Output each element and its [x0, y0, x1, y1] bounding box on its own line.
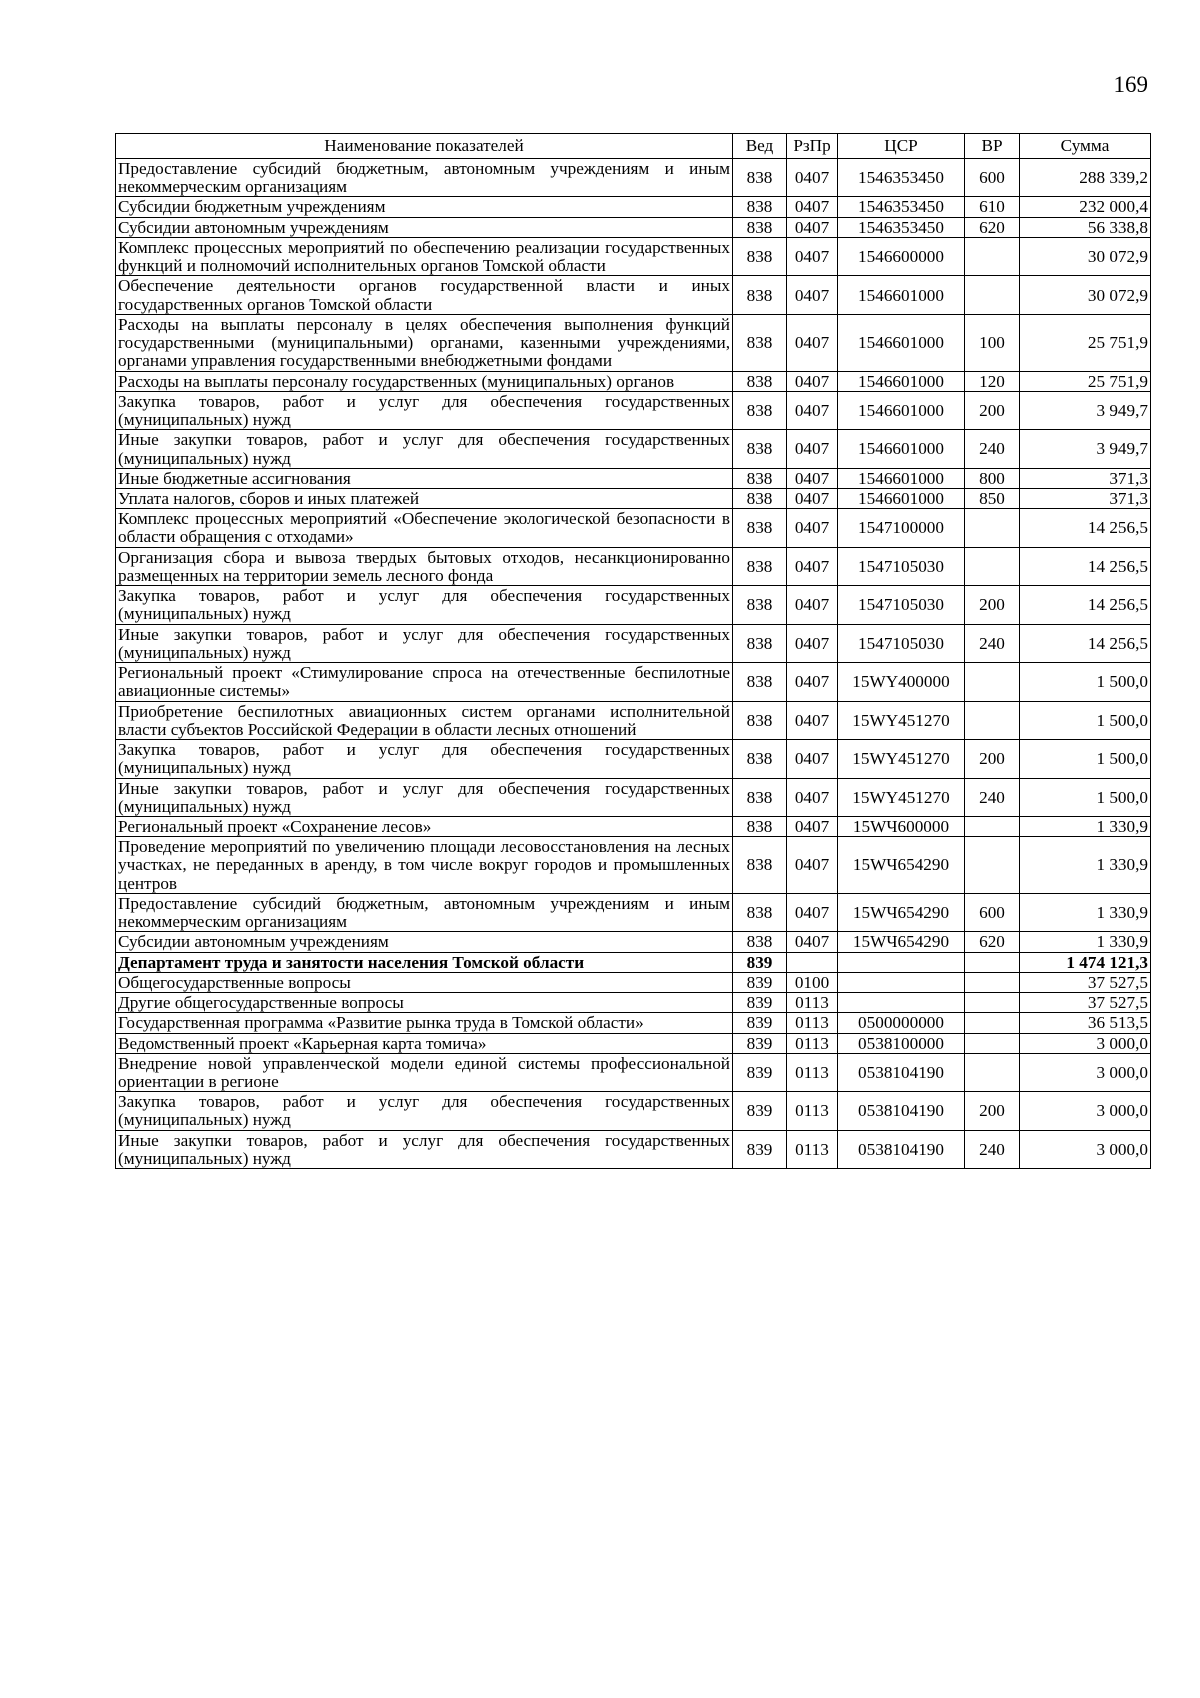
row-amount: 30 072,9	[1020, 237, 1151, 275]
row-amount: 1 474 121,3	[1020, 952, 1151, 972]
row-name: Закупка товаров, работ и услуг для обеспечения государственных (муниципальных) нужд	[116, 391, 733, 429]
row-csr	[838, 972, 965, 992]
row-name: Департамент труда и занятости населения Томской области	[116, 952, 733, 972]
table-row	[116, 276, 1151, 314]
table-row	[116, 197, 1151, 217]
table-row	[116, 837, 1151, 894]
row-name: Иные закупки товаров, работ и услуг для обеспечения государственных (муниципальных) нужд	[116, 778, 733, 816]
row-ved: 838	[733, 509, 787, 547]
table-row	[116, 932, 1151, 952]
header-csr: ЦСР	[838, 134, 965, 159]
row-ved: 839	[733, 993, 787, 1013]
table-row	[116, 778, 1151, 816]
row-vr: 600	[965, 159, 1020, 197]
row-csr: 1547105030	[838, 586, 965, 624]
table-row	[116, 159, 1151, 197]
row-csr: 1546353450	[838, 217, 965, 237]
row-vr	[965, 547, 1020, 585]
row-name: Закупка товаров, работ и услуг для обеспечения государственных (муниципальных) нужд	[116, 1092, 733, 1130]
row-csr: 1546601000	[838, 468, 965, 488]
row-csr	[838, 993, 965, 1013]
row-ved: 838	[733, 217, 787, 237]
row-ved: 838	[733, 778, 787, 816]
row-vr	[965, 1053, 1020, 1091]
row-vr	[965, 663, 1020, 701]
row-rzpr: 0407	[787, 932, 838, 952]
row-ved: 838	[733, 391, 787, 429]
row-name: Предоставление субсидий бюджетным, автономным учреждениям и иным некоммерческим организациям	[116, 159, 733, 197]
row-ved: 839	[733, 1013, 787, 1033]
row-amount: 37 527,5	[1020, 972, 1151, 992]
row-amount: 14 256,5	[1020, 624, 1151, 662]
row-ved: 838	[733, 816, 787, 836]
row-vr: 620	[965, 932, 1020, 952]
row-csr: 1547105030	[838, 547, 965, 585]
row-name: Предоставление субсидий бюджетным, автономным учреждениям и иным некоммерческим организациям	[116, 893, 733, 931]
row-ved: 838	[733, 663, 787, 701]
row-csr: 15WY451270	[838, 778, 965, 816]
row-rzpr: 0407	[787, 217, 838, 237]
row-csr: 15WЧ654290	[838, 932, 965, 952]
table-row	[116, 509, 1151, 547]
row-vr: 100	[965, 314, 1020, 371]
row-csr: 1547105030	[838, 624, 965, 662]
row-name: Организация сбора и вывоза твердых бытовых отходов, несанкционированно размещенных на территории земель лесного фонда	[116, 547, 733, 585]
row-name: Субсидии автономным учреждениям	[116, 932, 733, 952]
row-vr: 240	[965, 778, 1020, 816]
row-amount: 3 949,7	[1020, 430, 1151, 468]
table-row	[116, 624, 1151, 662]
header-amount: Сумма	[1020, 134, 1151, 159]
header-name: Наименование показателей	[116, 134, 733, 159]
row-vr	[965, 237, 1020, 275]
row-ved: 839	[733, 1033, 787, 1053]
row-amount: 1 330,9	[1020, 837, 1151, 894]
row-vr: 120	[965, 371, 1020, 391]
row-amount: 14 256,5	[1020, 586, 1151, 624]
row-csr: 0538104190	[838, 1053, 965, 1091]
row-ved: 838	[733, 371, 787, 391]
row-csr: 15WЧ654290	[838, 837, 965, 894]
row-rzpr: 0407	[787, 488, 838, 508]
row-amount: 3 000,0	[1020, 1130, 1151, 1168]
row-name: Иные закупки товаров, работ и услуг для обеспечения государственных (муниципальных) нужд	[116, 430, 733, 468]
row-ved: 838	[733, 701, 787, 739]
row-csr: 1546601000	[838, 314, 965, 371]
row-csr: 1546601000	[838, 430, 965, 468]
page-number: 169	[1113, 72, 1148, 97]
row-ved: 838	[733, 624, 787, 662]
row-name: Закупка товаров, работ и услуг для обеспечения государственных (муниципальных) нужд	[116, 586, 733, 624]
table-row	[116, 1013, 1151, 1033]
row-vr: 200	[965, 391, 1020, 429]
row-vr: 600	[965, 893, 1020, 931]
row-ved: 838	[733, 932, 787, 952]
row-ved: 838	[733, 837, 787, 894]
row-amount: 14 256,5	[1020, 547, 1151, 585]
table-row	[116, 701, 1151, 739]
row-vr	[965, 701, 1020, 739]
row-rzpr: 0407	[787, 547, 838, 585]
row-csr: 0500000000	[838, 1013, 965, 1033]
row-name: Комплекс процессных мероприятий «Обеспечение экологической безопасности в области обращения с отходами»	[116, 509, 733, 547]
row-name: Уплата налогов, сборов и иных платежей	[116, 488, 733, 508]
row-ved: 838	[733, 547, 787, 585]
row-ved: 838	[733, 430, 787, 468]
row-rzpr	[787, 952, 838, 972]
row-csr: 15WY400000	[838, 663, 965, 701]
row-rzpr: 0407	[787, 837, 838, 894]
row-amount: 371,3	[1020, 488, 1151, 508]
table-row	[116, 972, 1151, 992]
row-rzpr: 0113	[787, 1053, 838, 1091]
row-csr: 1547100000	[838, 509, 965, 547]
row-amount: 30 072,9	[1020, 276, 1151, 314]
header-ved: Вед	[733, 134, 787, 159]
row-name: Региональный проект «Стимулирование спроса на отечественные беспилотные авиационные системы»	[116, 663, 733, 701]
row-ved: 838	[733, 237, 787, 275]
row-rzpr: 0407	[787, 468, 838, 488]
row-name: Общегосударственные вопросы	[116, 972, 733, 992]
table-row	[116, 1092, 1151, 1130]
row-vr: 800	[965, 468, 1020, 488]
row-name: Расходы на выплаты персоналу в целях обеспечения выполнения функций государственными (муниципальными) органами, казенными учреждениями, органами управления государственными внебюджетными фондами	[116, 314, 733, 371]
row-rzpr: 0407	[787, 509, 838, 547]
row-rzpr: 0407	[787, 314, 838, 371]
table-row	[116, 952, 1151, 972]
row-amount: 56 338,8	[1020, 217, 1151, 237]
table-row	[116, 1053, 1151, 1091]
row-rzpr: 0113	[787, 993, 838, 1013]
row-ved: 838	[733, 314, 787, 371]
row-rzpr: 0407	[787, 371, 838, 391]
row-name: Обеспечение деятельности органов государственной власти и иных государственных органов Томской области	[116, 276, 733, 314]
row-rzpr: 0407	[787, 586, 838, 624]
row-ved: 839	[733, 1092, 787, 1130]
table-row	[116, 217, 1151, 237]
row-vr: 200	[965, 740, 1020, 778]
row-amount: 3 949,7	[1020, 391, 1151, 429]
row-csr: 0538104190	[838, 1130, 965, 1168]
table-row	[116, 468, 1151, 488]
row-amount: 1 500,0	[1020, 701, 1151, 739]
row-csr	[838, 952, 965, 972]
row-csr: 1546353450	[838, 197, 965, 217]
row-amount: 25 751,9	[1020, 314, 1151, 371]
table-row	[116, 1033, 1151, 1053]
table-row	[116, 430, 1151, 468]
row-rzpr: 0113	[787, 1013, 838, 1033]
row-rzpr: 0407	[787, 391, 838, 429]
row-rzpr: 0407	[787, 816, 838, 836]
row-amount: 25 751,9	[1020, 371, 1151, 391]
row-vr	[965, 952, 1020, 972]
row-csr: 0538104190	[838, 1092, 965, 1130]
row-csr: 0538100000	[838, 1033, 965, 1053]
table-row	[116, 663, 1151, 701]
row-csr: 15WY451270	[838, 740, 965, 778]
row-rzpr: 0407	[787, 276, 838, 314]
row-csr: 1546601000	[838, 488, 965, 508]
row-amount: 1 500,0	[1020, 778, 1151, 816]
row-name: Другие общегосударственные вопросы	[116, 993, 733, 1013]
row-vr: 200	[965, 586, 1020, 624]
row-name: Иные закупки товаров, работ и услуг для обеспечения государственных (муниципальных) нужд	[116, 624, 733, 662]
row-amount: 3 000,0	[1020, 1033, 1151, 1053]
row-csr: 1546601000	[838, 391, 965, 429]
row-rzpr: 0407	[787, 624, 838, 662]
row-rzpr: 0407	[787, 893, 838, 931]
row-rzpr: 0100	[787, 972, 838, 992]
row-name: Субсидии автономным учреждениям	[116, 217, 733, 237]
budget-table	[115, 133, 1151, 1169]
row-vr: 240	[965, 1130, 1020, 1168]
row-ved: 838	[733, 159, 787, 197]
row-rzpr: 0113	[787, 1033, 838, 1053]
row-ved: 838	[733, 276, 787, 314]
row-name: Проведение мероприятий по увеличению площади лесовосстановления на лесных участках, не переданных в аренду, в том числе вокруг городов и промышленных центров	[116, 837, 733, 894]
row-name: Государственная программа «Развитие рынка труда в Томской области»	[116, 1013, 733, 1033]
row-vr	[965, 837, 1020, 894]
row-name: Приобретение беспилотных авиационных систем органами исполнительной власти субъектов Российской Федерации в области лесных отношений	[116, 701, 733, 739]
row-amount: 1 330,9	[1020, 893, 1151, 931]
row-ved: 838	[733, 488, 787, 508]
row-rzpr: 0407	[787, 237, 838, 275]
row-ved: 839	[733, 1130, 787, 1168]
row-rzpr: 0113	[787, 1130, 838, 1168]
row-ved: 839	[733, 952, 787, 972]
row-rzpr: 0407	[787, 430, 838, 468]
row-csr: 15WЧ600000	[838, 816, 965, 836]
row-name: Иные бюджетные ассигнования	[116, 468, 733, 488]
table-row	[116, 586, 1151, 624]
table-row	[116, 314, 1151, 371]
row-vr	[965, 972, 1020, 992]
row-amount: 232 000,4	[1020, 197, 1151, 217]
row-vr	[965, 993, 1020, 1013]
row-amount: 36 513,5	[1020, 1013, 1151, 1033]
row-ved: 838	[733, 468, 787, 488]
row-amount: 3 000,0	[1020, 1092, 1151, 1130]
row-name: Иные закупки товаров, работ и услуг для обеспечения государственных (муниципальных) нужд	[116, 1130, 733, 1168]
row-vr: 850	[965, 488, 1020, 508]
row-amount: 3 000,0	[1020, 1053, 1151, 1091]
row-amount: 1 330,9	[1020, 816, 1151, 836]
table-body	[116, 159, 1151, 1169]
table-row	[116, 993, 1151, 1013]
row-rzpr: 0407	[787, 740, 838, 778]
row-vr: 610	[965, 197, 1020, 217]
row-rzpr: 0407	[787, 663, 838, 701]
row-amount: 1 500,0	[1020, 663, 1151, 701]
row-csr: 1546601000	[838, 371, 965, 391]
row-csr: 1546601000	[838, 276, 965, 314]
row-csr: 1546600000	[838, 237, 965, 275]
row-amount: 14 256,5	[1020, 509, 1151, 547]
row-name: Закупка товаров, работ и услуг для обеспечения государственных (муниципальных) нужд	[116, 740, 733, 778]
row-amount: 371,3	[1020, 468, 1151, 488]
row-amount: 1 330,9	[1020, 932, 1151, 952]
row-ved: 838	[733, 740, 787, 778]
table-row	[116, 237, 1151, 275]
row-amount: 1 500,0	[1020, 740, 1151, 778]
table-row	[116, 391, 1151, 429]
row-rzpr: 0407	[787, 197, 838, 217]
table-row	[116, 816, 1151, 836]
row-vr	[965, 276, 1020, 314]
row-rzpr: 0113	[787, 1092, 838, 1130]
row-ved: 839	[733, 972, 787, 992]
row-name: Ведомственный проект «Карьерная карта томича»	[116, 1033, 733, 1053]
row-ved: 838	[733, 893, 787, 931]
header-rzpr: РзПр	[787, 134, 838, 159]
table-row	[116, 740, 1151, 778]
row-vr	[965, 1033, 1020, 1053]
row-name: Расходы на выплаты персоналу государственных (муниципальных) органов	[116, 371, 733, 391]
row-vr	[965, 1013, 1020, 1033]
row-rzpr: 0407	[787, 159, 838, 197]
row-ved: 839	[733, 1053, 787, 1091]
row-name: Региональный проект «Сохранение лесов»	[116, 816, 733, 836]
row-amount: 37 527,5	[1020, 993, 1151, 1013]
row-csr: 15WЧ654290	[838, 893, 965, 931]
header-vr: ВР	[965, 134, 1020, 159]
row-vr: 240	[965, 624, 1020, 662]
table-row	[116, 893, 1151, 931]
row-ved: 838	[733, 197, 787, 217]
row-name: Внедрение новой управленческой модели единой системы профессиональной ориентации в регионе	[116, 1053, 733, 1091]
table-row	[116, 547, 1151, 585]
row-amount: 288 339,2	[1020, 159, 1151, 197]
row-vr	[965, 509, 1020, 547]
row-vr: 620	[965, 217, 1020, 237]
row-vr: 240	[965, 430, 1020, 468]
row-rzpr: 0407	[787, 701, 838, 739]
row-name: Комплекс процессных мероприятий по обеспечению реализации государственных функций и полномочий исполнительных органов Томской области	[116, 237, 733, 275]
table-row	[116, 488, 1151, 508]
row-csr: 1546353450	[838, 159, 965, 197]
row-ved: 838	[733, 586, 787, 624]
row-vr: 200	[965, 1092, 1020, 1130]
row-vr	[965, 816, 1020, 836]
header-row	[116, 134, 1151, 159]
row-rzpr: 0407	[787, 778, 838, 816]
row-name: Субсидии бюджетным учреждениям	[116, 197, 733, 217]
table-row	[116, 1130, 1151, 1168]
row-csr: 15WY451270	[838, 701, 965, 739]
table-row	[116, 371, 1151, 391]
